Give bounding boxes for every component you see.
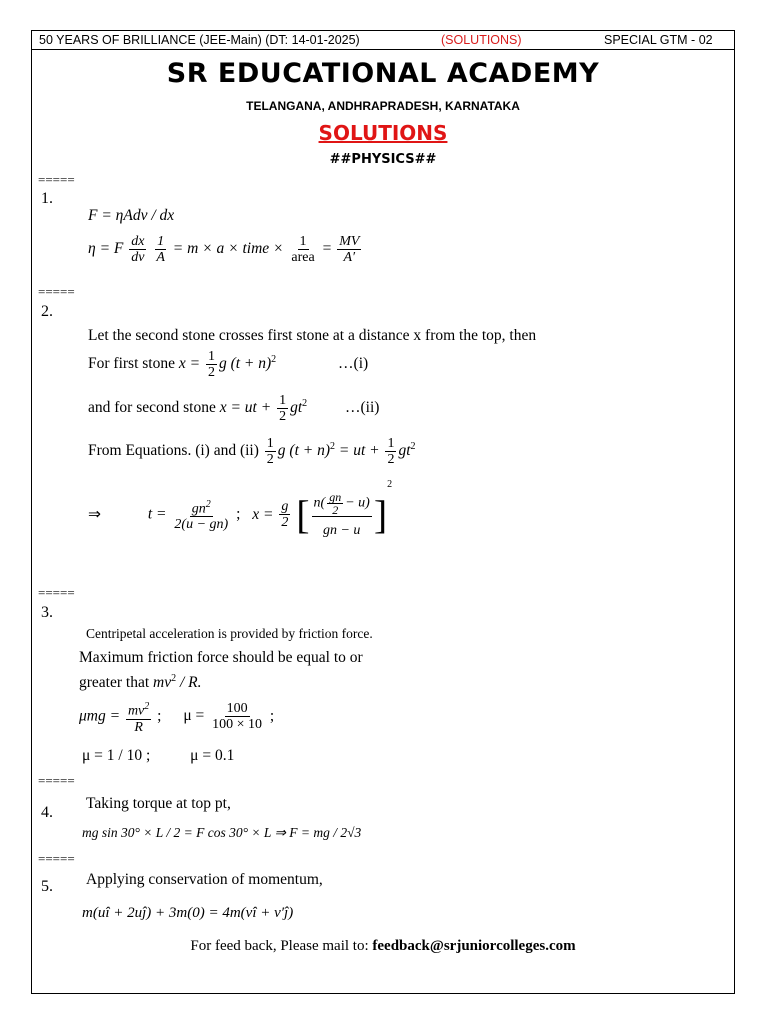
question-number-1: 1. [41,190,53,207]
q5-equation: m(uî + 2uĵ) + 3m(0) = 4m(vî + v′ĵ) [82,905,294,921]
q4-line-1: Taking torque at top pt, [86,795,231,812]
q3-line-1: Centripetal acceleration is provided by friction force. [86,626,373,641]
question-number-5: 5. [41,878,53,895]
header-test-code: SPECIAL GTM - 02 [604,33,713,47]
header-exam-info: 50 YEARS OF BRILLIANCE (JEE-Main) (DT: 14-01-2025) [39,33,360,47]
states-line: TELANGANA, ANDHRAPRADESH, KARNATAKA [246,99,520,113]
q4-equation: mg sin 30° × L / 2 = F cos 30° × L ⇒ F = mg / 2√3 [82,825,362,840]
answer-sheet-page [31,30,735,994]
feedback-footer [32,938,734,955]
q3-line-5: μ = 1 / 10 ; μ = 0.1 [82,747,235,764]
q2-line-5: ⇒ t = $\frac{gn^2}{2(u - gn)}$ ; x = $\frac{g}{2}$ [ n( $\frac{gn}{2}$ − u) gn − u ]$^2$ [88,479,393,538]
question-number-4: 4. [41,804,53,821]
separator: ===== [38,172,75,187]
header-solutions-label: (SOLUTIONS) [441,33,522,47]
page-header [32,31,734,50]
question-number-2: 2. [41,303,53,320]
q5-line-1: Applying conservation of momentum, [86,871,323,888]
question-number-3: 3. [41,604,53,621]
q2-line-4: From Equations. (i) and (ii) $\frac{1}{2}$ g $(t + n)^2$ = ut + $\frac{1}{2}$ $gt^2$ [88,436,416,467]
subject-heading: ##PHYSICS## [329,152,437,167]
q3-line-4: μmg = $\frac{mv^2}{R}$ ; μ = $\frac{100}{100 \times 10}$ ; [79,701,275,735]
separator: ===== [38,284,75,299]
q3-line-2: Maximum friction force should be equal to or [79,649,363,666]
solutions-heading: SOLUTIONS [318,121,448,145]
institution-title: SR EDUCATIONAL ACADEMY [166,58,600,89]
q2-line-1: Let the second stone crosses first stone at a distance x from the top, then [88,327,537,344]
q1-equation-1: F = ηAdv / dx [88,207,175,224]
q2-line-2: For first stone x = $\frac{1}{2}$ g $(t + n)^2$ …(i) [88,349,369,380]
q3-line-3: greater that $mv^2$ / R. [79,673,202,692]
q1-equation-2: η = F $\frac{dx}{dv}$ $\frac{1}{A}$ = m × a × time × $\frac{1}{\text{area}}$ = $\frac{MV}{A'}$ [88,234,360,265]
feedback-prefix: For feed back, Please mail to: [190,938,369,954]
q2-line-3: and for second stone x = ut + $\frac{1}{2}$ $gt^2$ …(ii) [88,393,380,424]
separator: ===== [38,773,75,788]
separator: ===== [38,851,75,866]
feedback-email[interactable]: feedback@srjuniorcolleges.com [372,938,576,954]
separator: ===== [38,585,75,600]
